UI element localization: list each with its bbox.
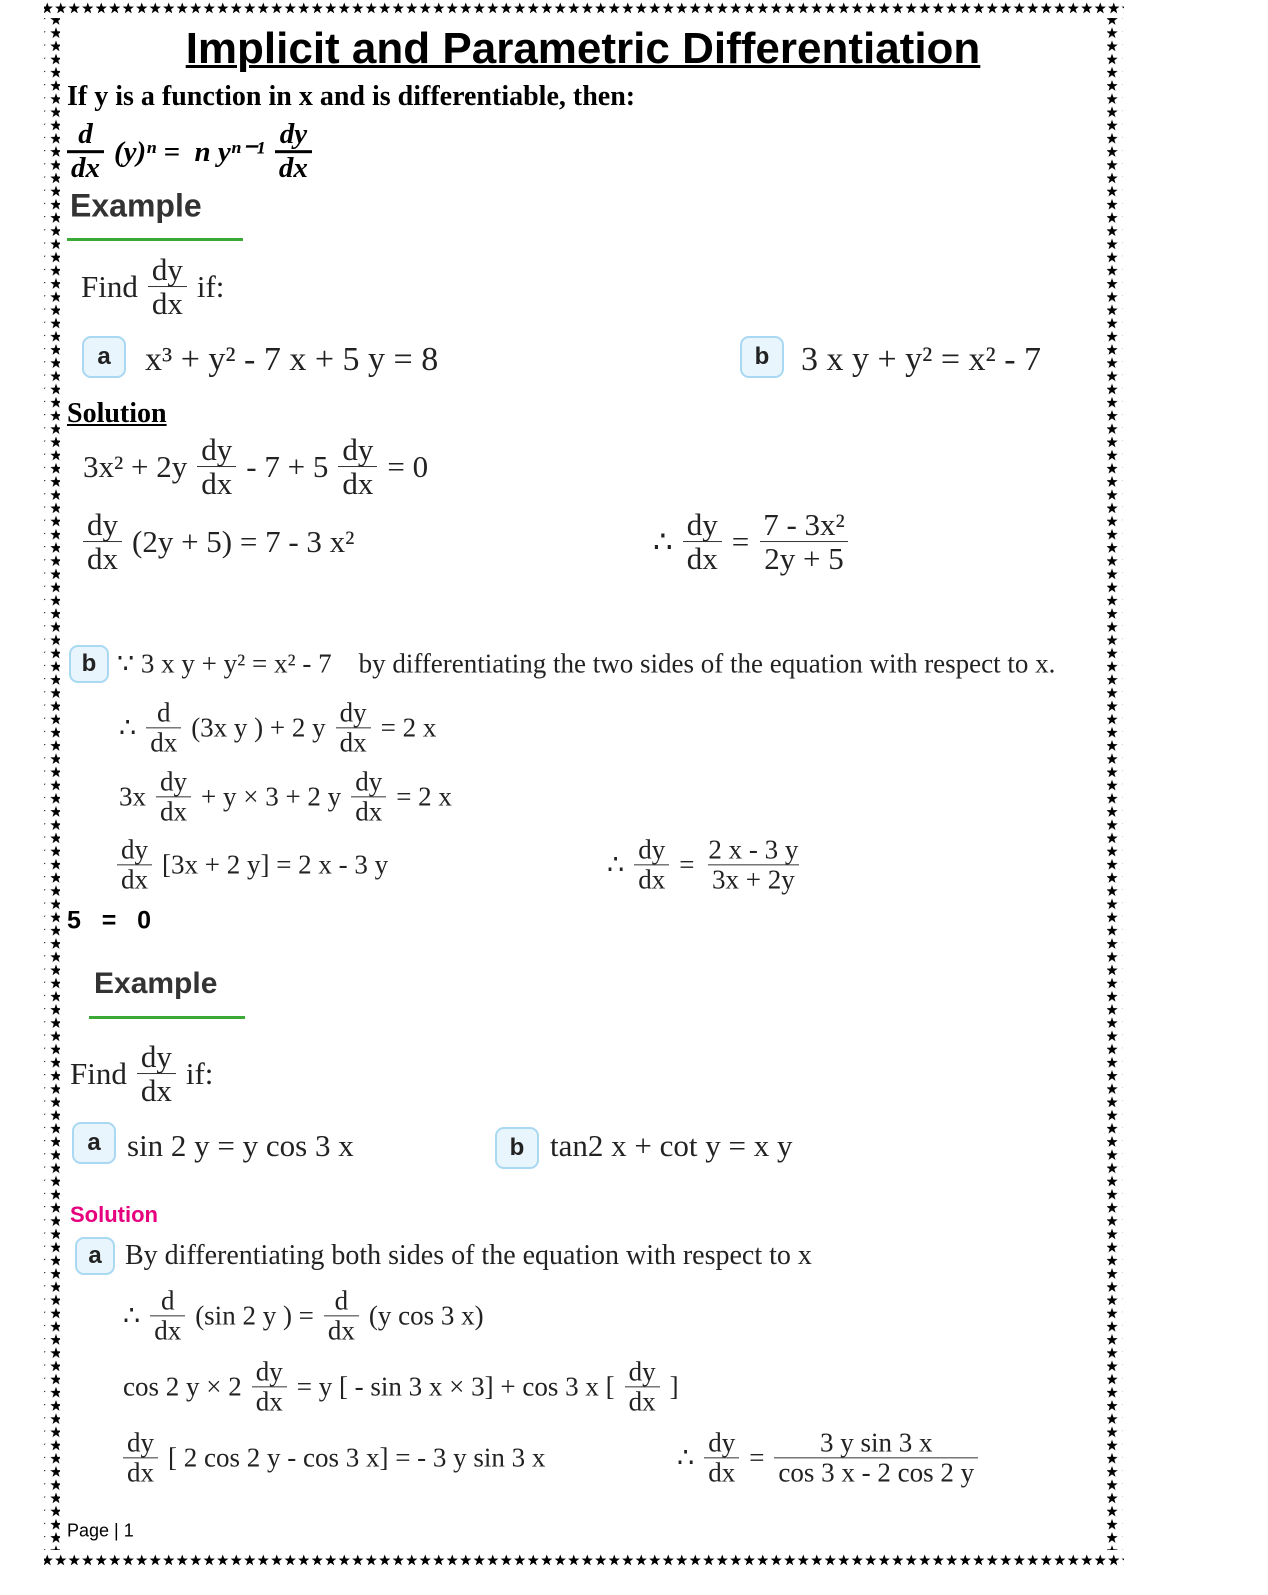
denominator: dx (324, 1316, 359, 1346)
math-text: x³ + y² - 7 x + 5 y = 8 (145, 341, 439, 378)
fraction (704, 835, 802, 894)
stray-equation: 5 = 0 (67, 906, 152, 935)
fraction (324, 1286, 359, 1345)
numerator: dy (121, 834, 148, 865)
numerator: 7 - 3x² (763, 507, 845, 543)
math-text: (2y + 5) = 7 - 3 x² (132, 524, 355, 559)
math-text: ∴ (123, 1300, 141, 1331)
numerator: d (156, 697, 171, 728)
fraction (148, 253, 187, 321)
math-text: = y [ - sin 3 x × 3] + cos 3 x [ (296, 1371, 615, 1402)
numerator: dy (686, 507, 718, 543)
math-text: cos 2 y × 2 (123, 1371, 242, 1402)
denominator: dx (634, 865, 669, 895)
star-border-top (44, 2, 1124, 18)
fraction (150, 1286, 185, 1345)
example-1-find (76, 253, 229, 321)
fraction (351, 767, 386, 826)
star-border-right (1107, 18, 1123, 1550)
power-rule-formula (62, 119, 317, 185)
fraction (137, 1040, 176, 1108)
numerator: dy (708, 1427, 736, 1458)
solution-a-result (648, 508, 854, 576)
math-text: (3x y ) + 2 y (191, 712, 326, 743)
solution-b-step-1 (114, 698, 441, 757)
denominator: dx (67, 151, 104, 185)
solution-heading: Solution (70, 1202, 158, 1227)
numerator: dy (339, 697, 367, 728)
denominator: dx (683, 542, 722, 576)
page-title: Implicit and Parametric Differentiation (185, 24, 981, 73)
math-text: + y × 3 + 2 y (201, 781, 342, 812)
denominator: dx (252, 1387, 287, 1417)
denominator: dx (146, 728, 181, 758)
math-text: (sin 2 y ) = (195, 1300, 314, 1331)
math-text: ∴ (119, 712, 137, 743)
math-text: if: (185, 1056, 214, 1091)
math-text: tan2 x + cot y = x y (550, 1128, 793, 1163)
fraction (275, 119, 312, 185)
numerator: d (78, 118, 93, 151)
label-b-badge: b (495, 1127, 539, 1169)
solution-b-step-3 (112, 835, 393, 894)
denominator: dx (275, 151, 312, 185)
math-text: = (731, 524, 750, 559)
numerator: dy (255, 1356, 283, 1387)
label-a-badge: a (82, 336, 126, 378)
fraction (67, 119, 104, 185)
numerator: dy (140, 1039, 172, 1075)
math-text: [3x + 2 y] = 2 x - 3 y (162, 849, 389, 880)
math-text: [ 2 cos 2 y - cos 3 x] = - 3 y sin 3 x (168, 1442, 546, 1473)
math-text: 3 x y + y² = x² - 7 (801, 341, 1042, 378)
fraction (252, 1357, 287, 1416)
fraction (338, 433, 377, 501)
fraction (83, 508, 122, 576)
denominator: dx (156, 797, 191, 827)
denominator: dx (197, 467, 236, 501)
fraction (634, 835, 669, 894)
math-text: 3x² + 2y (83, 449, 188, 484)
solution-2a-step-3 (118, 1428, 550, 1487)
numerator: dy (201, 432, 233, 468)
math-text: = (749, 1442, 765, 1473)
example-2-equation-a (122, 1128, 359, 1164)
fraction (759, 508, 849, 576)
numerator: dy (628, 1356, 656, 1387)
solution-b-intro (112, 649, 1060, 680)
numerator: dy (160, 766, 187, 797)
denominator: cos 3 x - 2 cos 2 y (774, 1458, 978, 1488)
math-text: ∴ (607, 849, 625, 880)
solution-heading: Solution (67, 398, 167, 429)
math-text: ∴ (677, 1442, 695, 1473)
intro-text: If y is a function in x and is differentiable, then: (67, 81, 636, 112)
fraction (117, 835, 152, 894)
numerator: dy (342, 432, 374, 468)
denominator: 2y + 5 (760, 542, 847, 576)
solution-b-step-2 (114, 767, 457, 826)
numerator: d (160, 1285, 175, 1316)
solution-a-step-1 (78, 433, 433, 501)
example-2-heading: Example (94, 967, 218, 1000)
fraction (146, 698, 181, 757)
math-text: Find (70, 1056, 127, 1091)
denominator: dx (83, 542, 122, 576)
math-text: = 0 (387, 449, 429, 484)
denominator: dx (117, 865, 152, 895)
solution-2a-step-1 (118, 1286, 489, 1345)
numerator: dy (355, 766, 383, 797)
numerator: dy (87, 507, 118, 543)
numerator: dy (151, 252, 183, 288)
label-a-badge: a (75, 1237, 115, 1275)
denominator: dx (338, 467, 377, 501)
example-1-equation-a (140, 341, 443, 379)
math-text: - 7 + 5 (246, 449, 329, 484)
numerator: d (334, 1285, 349, 1316)
solution-b-result (602, 835, 807, 894)
solution-a-step-2 (78, 508, 359, 576)
math-text: By differentiating both sides of the equation with respect to x (125, 1240, 812, 1271)
label-a-badge: a (72, 1122, 116, 1164)
example-1-heading: Example (70, 187, 202, 224)
denominator: dx (137, 1074, 176, 1108)
numerator: 2 x - 3 y (708, 834, 799, 865)
math-text: if: (196, 269, 225, 304)
denominator: dx (123, 1458, 158, 1488)
solution-2a-intro (120, 1240, 817, 1272)
denominator: dx (150, 1316, 185, 1346)
example-2-underline (89, 1016, 245, 1019)
star-border-bottom (44, 1550, 1124, 1566)
denominator: 3x + 2y (708, 865, 799, 895)
denominator: dx (336, 728, 371, 758)
example-1-equation-b (796, 341, 1046, 379)
example-2-equation-b (545, 1128, 797, 1164)
solution-2a-step-2 (118, 1357, 684, 1416)
math-text: = (679, 849, 695, 880)
numerator: dy (638, 834, 666, 865)
star-border-left (44, 18, 60, 1550)
math-text: (y)ⁿ = n yⁿ⁻¹ (114, 136, 265, 169)
numerator: 3 y sin 3 x (820, 1427, 933, 1458)
math-text: Find (81, 269, 138, 304)
math-text: ∵ 3 x y + y² = x² - 7 by differentiating the two sides of the equation with respect to x. (117, 648, 1056, 679)
math-text: = 2 x (380, 712, 437, 743)
fraction (774, 1428, 978, 1487)
fraction (625, 1357, 660, 1416)
math-text: = 2 x (396, 781, 452, 812)
fraction (123, 1428, 158, 1487)
denominator: dx (704, 1458, 739, 1488)
solution-2a-result (672, 1428, 983, 1487)
fraction (336, 698, 371, 757)
example-1-underline (67, 238, 243, 241)
numerator: dy (279, 118, 308, 151)
math-text: (y cos 3 x) (368, 1300, 484, 1331)
math-text: 3x (119, 781, 146, 812)
denominator: dx (351, 797, 386, 827)
fraction (156, 767, 191, 826)
label-b-badge: b (69, 645, 109, 683)
numerator: dy (127, 1427, 154, 1458)
example-2-find (65, 1040, 218, 1108)
fraction (197, 433, 236, 501)
label-b-badge: b (740, 336, 784, 378)
math-text: ∴ (653, 524, 673, 559)
math-text: ] (669, 1371, 679, 1402)
fraction (683, 508, 722, 576)
page-number: Page | 1 (67, 1520, 134, 1541)
denominator: dx (148, 287, 187, 321)
denominator: dx (625, 1387, 660, 1417)
fraction (704, 1428, 739, 1487)
math-text: sin 2 y = y cos 3 x (127, 1128, 354, 1163)
